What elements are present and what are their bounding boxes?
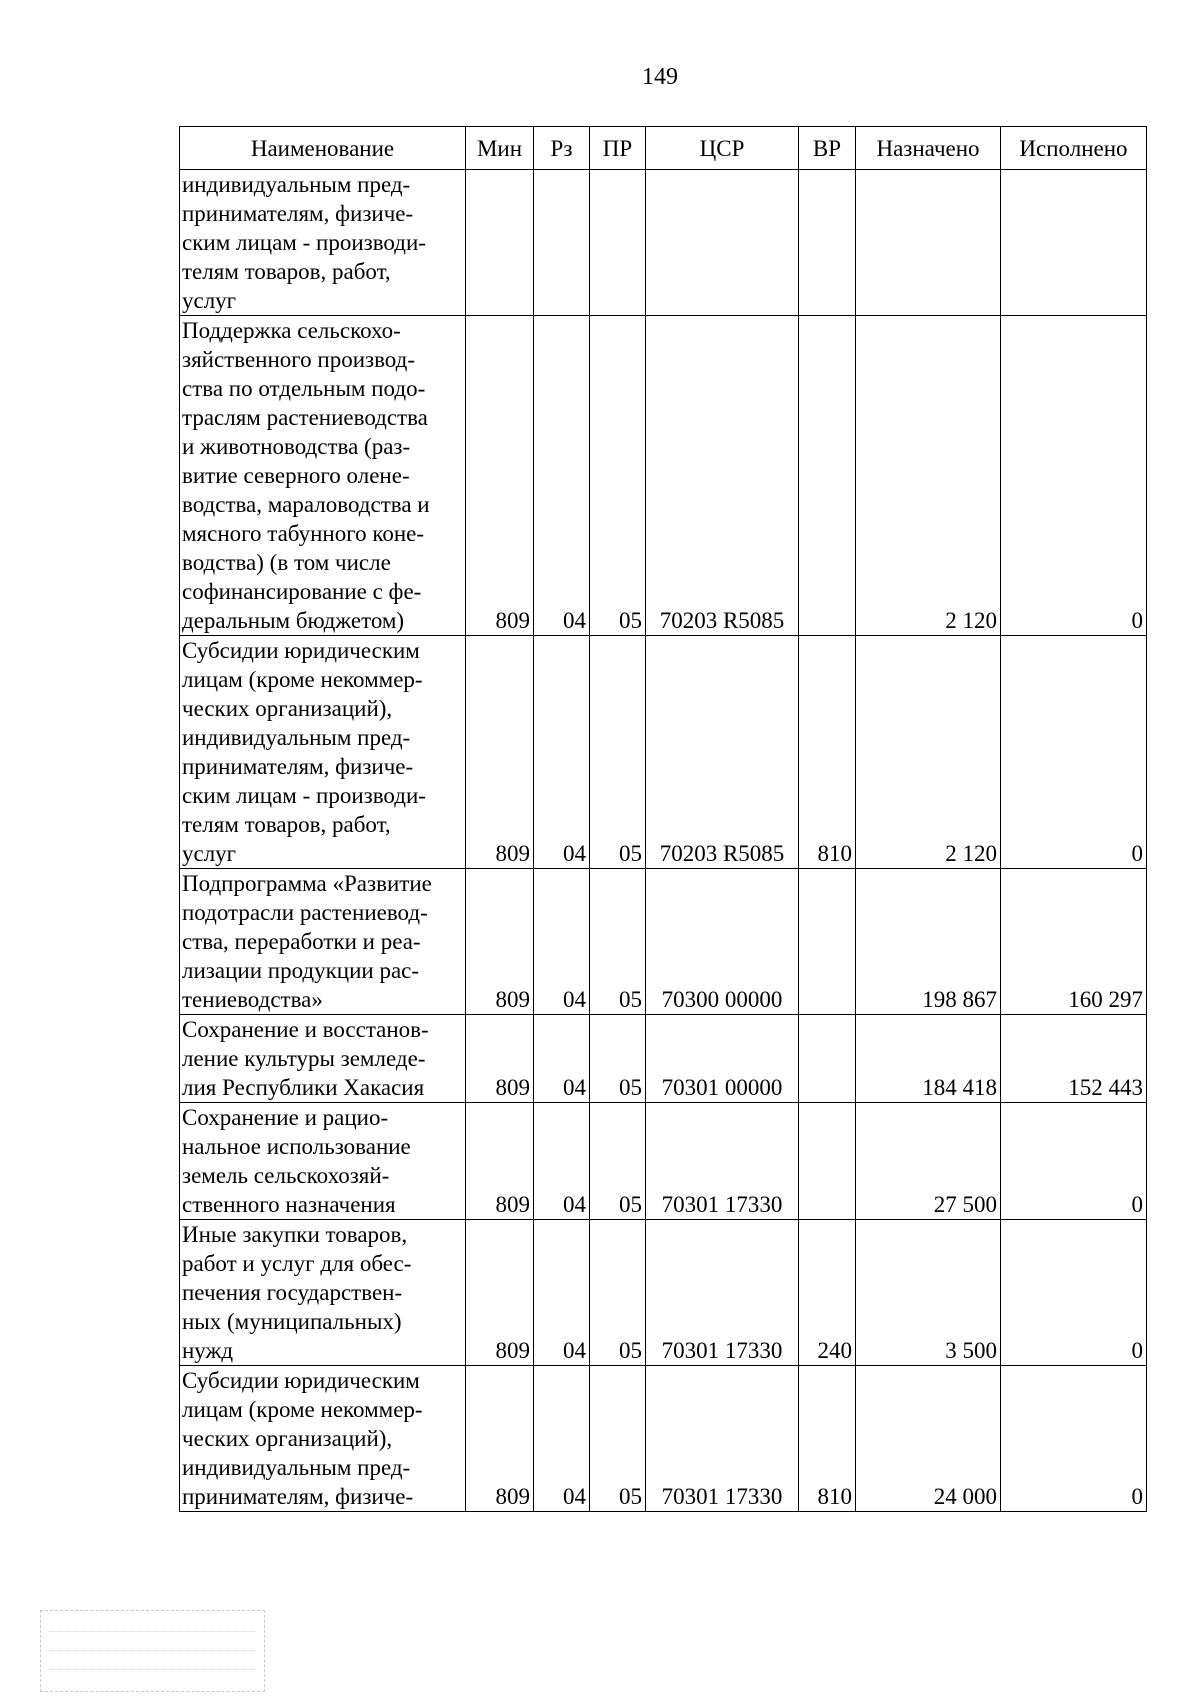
- stamp-line: [49, 1636, 256, 1651]
- cell-executed: 0: [1001, 1366, 1147, 1512]
- table-row: [180, 1015, 1147, 1103]
- cell-pr: 05: [590, 1220, 646, 1366]
- cell-rz: 04: [534, 1015, 590, 1103]
- cell-executed: 0: [1001, 1103, 1147, 1220]
- header-vr: ВР: [799, 127, 856, 170]
- cell-min: 809: [466, 636, 534, 869]
- table-row: [180, 1366, 1147, 1512]
- cell-csr: [646, 170, 799, 316]
- cell-assigned: 2 120: [856, 636, 1001, 869]
- cell-min: [466, 170, 534, 316]
- cell-name: индивидуальным пред- принимателям, физиче- ским лицам - производи- телям товаров, работ, услуг: [180, 170, 466, 316]
- cell-executed: 160 297: [1001, 869, 1147, 1015]
- cell-assigned: 198 867: [856, 869, 1001, 1015]
- cell-executed: [1001, 170, 1147, 316]
- cell-vr: [799, 869, 856, 1015]
- header-name: Наименование: [180, 127, 466, 170]
- stamp-line: [49, 1655, 256, 1670]
- table-row: [180, 170, 1147, 316]
- faint-stamp: [40, 1610, 265, 1692]
- cell-pr: 05: [590, 1103, 646, 1220]
- cell-csr: 70203 R5085: [646, 316, 799, 636]
- header-rz: Рз: [534, 127, 590, 170]
- cell-csr: 70300 00000: [646, 869, 799, 1015]
- cell-pr: 05: [590, 316, 646, 636]
- table-row: [180, 1103, 1147, 1220]
- header-min: Мин: [466, 127, 534, 170]
- cell-pr: 05: [590, 869, 646, 1015]
- cell-csr: 70301 00000: [646, 1015, 799, 1103]
- cell-vr: 240: [799, 1220, 856, 1366]
- cell-min: 809: [466, 869, 534, 1015]
- cell-pr: [590, 170, 646, 316]
- cell-min: 809: [466, 1103, 534, 1220]
- cell-rz: 04: [534, 1220, 590, 1366]
- page-number: 149: [642, 64, 678, 90]
- cell-csr: 70301 17330: [646, 1366, 799, 1512]
- cell-name: Поддержка сельскохо- зяйственного производ- ства по отдельным подо- траслям растениеводства и животноводства (раз- витие северного олене- водства, мараловодства и мясного табунного коне- водства) (в том числе софинансирование с фе- деральным бюджетом): [180, 316, 466, 636]
- header-csr: ЦСР: [646, 127, 799, 170]
- cell-rz: [534, 170, 590, 316]
- cell-rz: 04: [534, 1103, 590, 1220]
- cell-executed: 0: [1001, 636, 1147, 869]
- cell-rz: 04: [534, 636, 590, 869]
- cell-name: Сохранение и рацио- нальное использование земель сельскохозяй- ственного назначения: [180, 1103, 466, 1220]
- cell-min: 809: [466, 1015, 534, 1103]
- cell-name: Субсидии юридическим лицам (кроме некоммер- ческих организаций), индивидуальным пред- принимателям, физиче- ским лицам - производи- телям товаров, работ, услуг: [180, 636, 466, 869]
- cell-csr: 70203 R5085: [646, 636, 799, 869]
- header-pr: ПР: [590, 127, 646, 170]
- stamp-line: [49, 1617, 256, 1632]
- cell-executed: 152 443: [1001, 1015, 1147, 1103]
- cell-executed: 0: [1001, 1220, 1147, 1366]
- header-executed: Исполнено: [1001, 127, 1147, 170]
- budget-table: [179, 126, 1147, 1512]
- cell-name: Субсидии юридическим лицам (кроме некоммер- ческих организаций), индивидуальным пред- принимателям, физиче-: [180, 1366, 466, 1512]
- cell-name: Иные закупки товаров, работ и услуг для обес- печения государствен- ных (муниципальных) нужд: [180, 1220, 466, 1366]
- cell-csr: 70301 17330: [646, 1220, 799, 1366]
- header-assigned: Назначено: [856, 127, 1001, 170]
- cell-min: 809: [466, 1220, 534, 1366]
- cell-rz: 04: [534, 869, 590, 1015]
- cell-assigned: 24 000: [856, 1366, 1001, 1512]
- cell-pr: 05: [590, 636, 646, 869]
- cell-rz: 04: [534, 316, 590, 636]
- cell-pr: 05: [590, 1366, 646, 1512]
- table-row: [180, 1220, 1147, 1366]
- cell-vr: [799, 1103, 856, 1220]
- cell-vr: 810: [799, 636, 856, 869]
- cell-rz: 04: [534, 1366, 590, 1512]
- cell-min: 809: [466, 1366, 534, 1512]
- cell-assigned: 2 120: [856, 316, 1001, 636]
- cell-name: Сохранение и восстанов- ление культуры земледе- лия Республики Хакасия: [180, 1015, 466, 1103]
- table-row: [180, 316, 1147, 636]
- cell-vr: 810: [799, 1366, 856, 1512]
- cell-name: Подпрограмма «Развитие подотрасли растениевод- ства, переработки и реа- лизации продукции рас- тениеводства»: [180, 869, 466, 1015]
- cell-vr: [799, 1015, 856, 1103]
- cell-pr: 05: [590, 1015, 646, 1103]
- cell-csr: 70301 17330: [646, 1103, 799, 1220]
- cell-vr: [799, 316, 856, 636]
- cell-vr: [799, 170, 856, 316]
- cell-assigned: 27 500: [856, 1103, 1001, 1220]
- cell-assigned: 184 418: [856, 1015, 1001, 1103]
- cell-assigned: 3 500: [856, 1220, 1001, 1366]
- cell-min: 809: [466, 316, 534, 636]
- table-header-row: [180, 127, 1147, 170]
- cell-assigned: [856, 170, 1001, 316]
- table-row: [180, 636, 1147, 869]
- cell-executed: 0: [1001, 316, 1147, 636]
- table-row: [180, 869, 1147, 1015]
